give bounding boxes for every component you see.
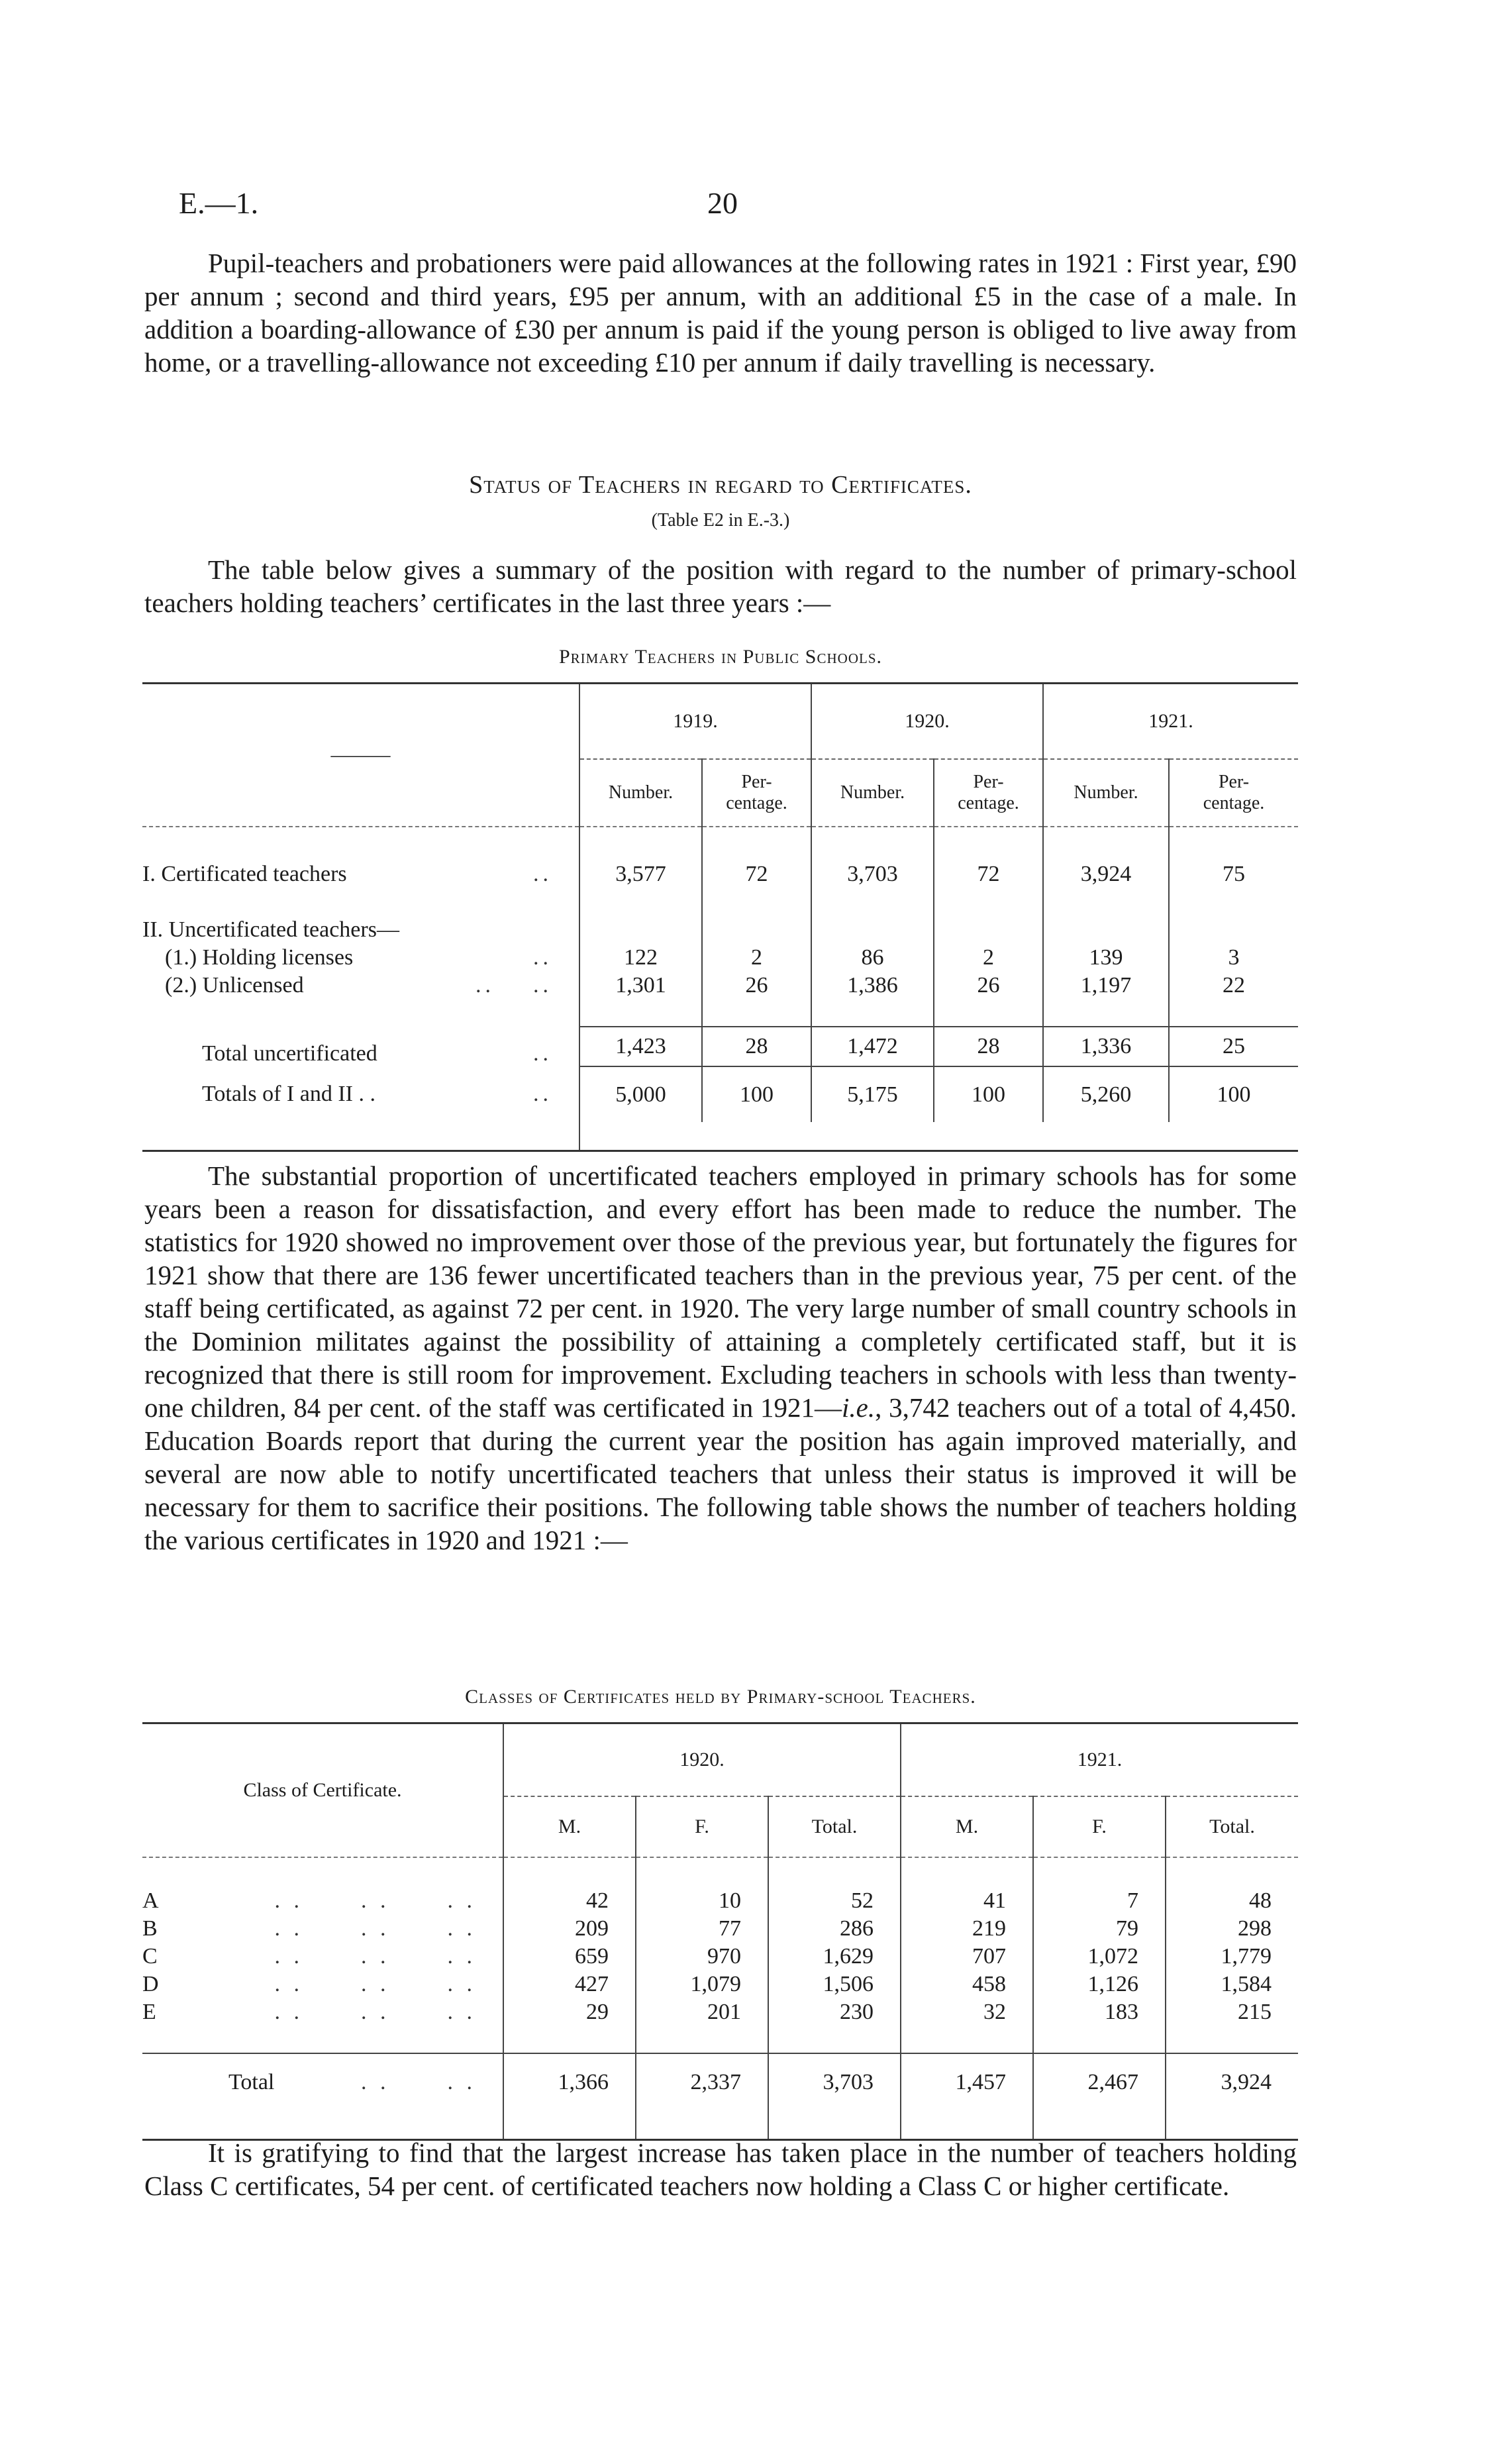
- row-uncertificated-heading: II. Uncertificated teachers—: [142, 915, 1298, 943]
- year-1920-header: 1920.: [503, 1723, 901, 1797]
- section-note: (Table E2 in E.-3.): [651, 510, 790, 531]
- page-number: 20: [707, 186, 738, 220]
- row-unlicensed: (2.) Unlicensed .. .. 1,301 26 1,386 26 1,197 22: [142, 970, 1298, 998]
- table-row: A . . . . . . 42 10 52 41 7 48: [142, 1886, 1298, 1914]
- row-certificated: I. Certificated teachers .. 3,577 72 3,703 72 3,924 75: [142, 855, 1298, 887]
- table-row: E . . . . . . 29 201 230 32 183 215: [142, 1997, 1298, 2025]
- document-code: E.—1.: [179, 186, 259, 220]
- row-totals: Totals of I and II . . .. 5,000 100 5,175 100 5,260 100: [142, 1066, 1298, 1122]
- year-1920-header: 1920.: [811, 684, 1043, 760]
- percentage-header: Per- centage.: [702, 759, 811, 827]
- number-header: Number.: [579, 759, 702, 827]
- table2-title: Classes of Certificates held by Primary-school Teachers.: [465, 1686, 976, 1708]
- paragraph-allowances: Pupil-teachers and probationers were paid allowances at the following rates in 1921 : First year, £90 per annum ; second and third years, £95 per annum, with an additional £5 in the case of a male. In addition a boarding-allowance of £30 per annum is paid if the young person is obliged to live away from home, or a travelling-allowance not exceeding £10 per annum if daily travelling is necessary.: [144, 248, 1297, 378]
- table-row: C . . . . . . 659 970 1,629 707 1,072 1,779: [142, 1941, 1298, 1969]
- number-header: Number.: [811, 759, 934, 827]
- year-1921-header: 1921.: [1043, 684, 1298, 760]
- certificate-classes-table: [142, 1722, 1298, 2141]
- table-row: D . . . . . . 427 1,079 1,506 458 1,126 1,584: [142, 1969, 1298, 1997]
- percentage-header: Per- centage.: [934, 759, 1043, 827]
- class-of-certificate-header: Class of Certificate.: [142, 1723, 503, 1858]
- row-total-uncertificated: Total uncertificated .. 1,423 28 1,472 28 1,336 25: [142, 1027, 1298, 1066]
- year-1919-header: 1919.: [579, 684, 811, 760]
- section-heading: Status of Teachers in regard to Certificates.: [469, 471, 972, 499]
- table-row: B . . . . . . 209 77 286 219 79 298: [142, 1914, 1298, 1941]
- table2-total-row: Total . . . . 1,366 2,337 3,703 1,457 2,467 3,924: [142, 2053, 1298, 2111]
- paragraph-table-intro: The table below gives a summary of the position with regard to the number of primary-school teachers holding teachers’ certificates in the last three years :—: [144, 554, 1297, 618]
- table1-title: Primary Teachers in Public Schools.: [558, 646, 883, 668]
- percentage-header: Per- centage.: [1169, 759, 1298, 827]
- table1-corner-cell: ———: [142, 684, 579, 827]
- number-header: Number.: [1043, 759, 1169, 827]
- table2-subheader-row: M. F. Total. M. F. Total.: [142, 1796, 1298, 1857]
- paragraph-uncertificated-discussion: The substantial proportion of uncertificated teachers employed in primary schools has for some years been a reason for dissatisfaction, and every effort has been made to reduce the number. The statistics for 1920 showed no improvement over those of the previous year, but fortunately the figures for 1921 show that there are 136 fewer uncertificated teachers than in the previous year, 75 per cent. of the staff being certificated, as against 72 per cent. in 1920. The very large number of small country schools in the Dominion militates against the possibility of attaining a completely certificated staff, but it is recognized that there is still room for improvement. Excluding teachers in schools with less than twenty-one children, 84 per cent. of the staff was certificated in 1921—i.e., 3,742 teachers out of a total of 4,450. Education Boards report that during the current year the position has again improved materially, and several are now able to notify uncertificated teachers that unless their status is improved it will be necessary for them to sacrifice their positions. The following table shows the number of teachers holding the various certificates in 1920 and 1921 :—: [144, 1160, 1297, 1555]
- primary-teachers-table: [142, 682, 1298, 1152]
- table2-year-header-row: [142, 1723, 1298, 1797]
- year-1921-header: 1921.: [901, 1723, 1298, 1797]
- row-holding-licenses: (1.) Holding licenses .. 122 2 86 2 139 3: [142, 943, 1298, 970]
- table1-year-header-row: [142, 684, 1298, 760]
- paragraph-class-c-increase: It is gratifying to find that the largest increase has taken place in the number of teachers holding Class C certificates, 54 per cent. of certificated teachers now holding a Class C or higher certificate.: [144, 2137, 1297, 2201]
